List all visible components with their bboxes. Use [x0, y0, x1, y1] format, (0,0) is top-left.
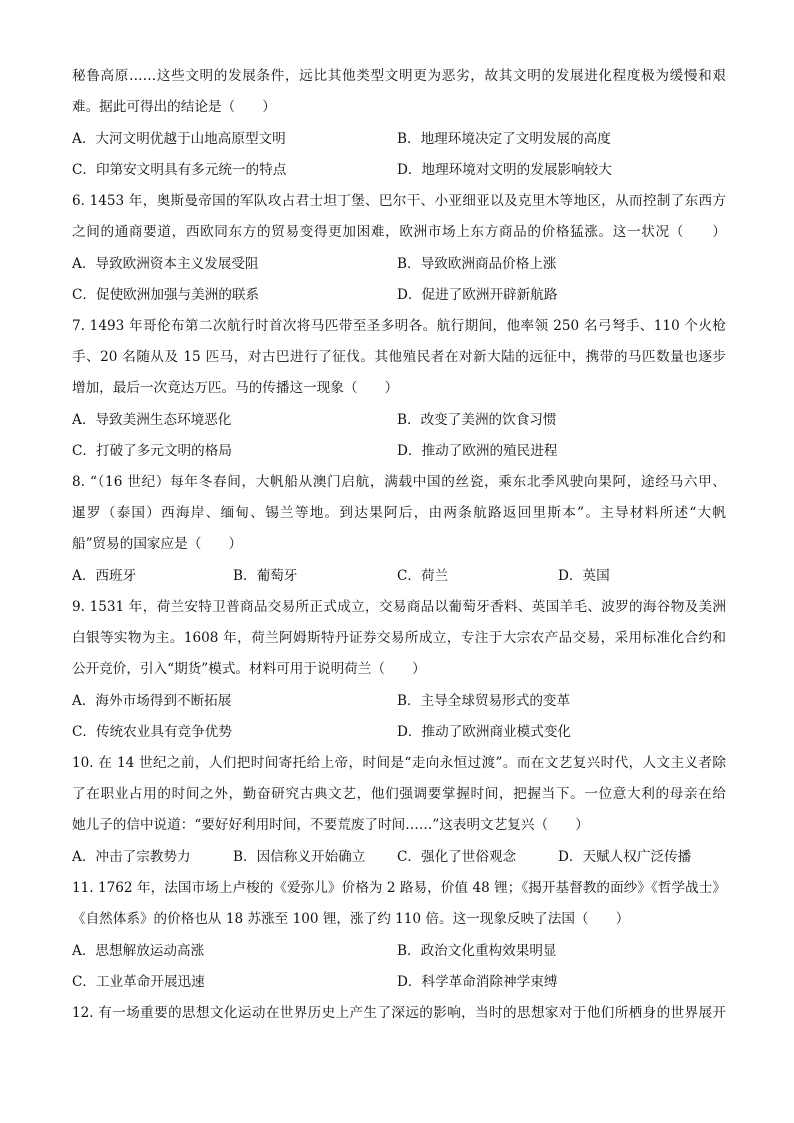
q9-option-d[interactable]: D．推动了欧洲商业模式变化 [397, 724, 572, 740]
q7-line-1: 7. 1493 年哥伦布第二次航行时首次将马匹带至圣多明各。航行期间，他率领 250 名弓弩手、110 个火枪 [72, 318, 726, 334]
q9-option-c[interactable]: C．传统农业具有竞争优势 [72, 724, 232, 740]
q8-line-3: 船”贸易的国家应是（ ） [72, 536, 243, 552]
q6-line-2: 之间的通商要道，西欧同东方的贸易变得更加困难，欧洲市场上东方商品的价格猛涨。这一状况（ ） [72, 224, 726, 240]
q11-line-2: 《自然体系》的价格也从 18 苏涨至 100 锂，涨了约 110 倍。这一现象反映了法国（ ） [72, 911, 630, 927]
q10-option-d[interactable]: D．天赋人权广泛传播 [558, 849, 692, 865]
q10-line-3: 她儿子的信中说道：“要好好利用时间，不要荒废了时间……”这表明文艺复兴（ ） [72, 817, 589, 833]
q11-line-1: 11. 1762 年，法国市场上卢梭的《爱弥儿》价格为 2 路易，价值 48 锂；《揭开基督教的面纱》《哲学战士》 [72, 880, 726, 896]
q7-line-3: 增加，最后一次竟达万匹。马的传播这一现象（ ） [72, 380, 399, 396]
q7-option-a[interactable]: A．导致美洲生态环境恶化 [72, 412, 232, 428]
q10-line-1: 10. 在 14 世纪之前，人们把时间寄托给上帝，时间是“走向永恒过渡”。而在文艺复兴时代，人文主义者除 [72, 755, 726, 771]
q5-option-b[interactable]: B．地理环境决定了文明发展的高度 [397, 131, 611, 147]
q10-option-c[interactable]: C．强化了世俗观念 [397, 849, 517, 865]
q5-line-2: 难。据此可得出的结论是（ ） [72, 99, 276, 115]
q9-option-b[interactable]: B．主导全球贸易形式的变革 [397, 693, 571, 709]
q5-option-d[interactable]: D．地理环境对文明的发展影响较大 [397, 162, 612, 178]
q9-line-1: 9. 1531 年，荷兰安特卫普商品交易所正式成立，交易商品以葡萄牙香料、英国羊毛、波罗的海谷物及美洲 [72, 599, 726, 615]
q5-option-c[interactable]: C．印第安文明具有多元统一的特点 [72, 162, 287, 178]
q6-line-1: 6. 1453 年，奥斯曼帝国的军队攻占君士坦丁堡、巴尔干、小亚细亚以及克里木等地区，从而控制了东西方 [72, 193, 726, 209]
q5-option-a[interactable]: A．大河文明优越于山地高原型文明 [72, 131, 286, 147]
q7-option-c[interactable]: C．打破了多元文明的格局 [72, 443, 232, 459]
q10-option-b[interactable]: B．因信称义开始确立 [233, 849, 366, 865]
q9-line-3: 公开竞价，引入“期货”模式。材料可用于说明荷兰（ ） [72, 661, 426, 677]
q8-option-c[interactable]: C．荷兰 [397, 568, 449, 584]
q8-line-2: 暹罗（泰国）西海岸、缅甸、锡兰等地。到达果阿后，由两条航路返回里斯本”。主导材料所述“大帆 [72, 505, 726, 521]
q12-line-1: 12. 有一场重要的思想文化运动在世界历史上产生了深远的影响，当时的思想家对于他们所栖身的世界展开 [72, 1005, 726, 1021]
q6-option-c[interactable]: C．促使欧洲加强与美洲的联系 [72, 287, 260, 303]
q6-option-d[interactable]: D．促进了欧洲开辟新航路 [397, 287, 558, 303]
q10-option-a[interactable]: A．冲击了宗教势力 [72, 849, 191, 865]
q11-option-b[interactable]: B．政治文化重构效果明显 [397, 943, 557, 959]
q9-line-2: 白银等实物为主。1608 年，荷兰阿姆斯特丹证券交易所成立，专注于大宗农产品交易，采用标准化合约和 [72, 630, 726, 646]
q7-option-d[interactable]: D．推动了欧洲的殖民进程 [397, 443, 558, 459]
q8-option-a[interactable]: A．西班牙 [72, 568, 137, 584]
q8-option-b[interactable]: B．葡萄牙 [233, 568, 298, 584]
q6-option-a[interactable]: A．导致欧洲资本主义发展受阻 [72, 256, 259, 272]
q7-line-2: 手、20 名随从及 15 匹马，对古巴进行了征伐。其他殖民者在对新大陆的远征中，携带的马匹数量也逐步 [72, 349, 726, 365]
q11-option-c[interactable]: C．工业革命开展迅速 [72, 974, 205, 990]
q11-option-a[interactable]: A．思想解放运动高涨 [72, 943, 205, 959]
q9-option-a[interactable]: A．海外市场得到不断拓展 [72, 693, 232, 709]
q8-line-1: 8. “（16 世纪）每年冬春间，大帆船从澳门启航，满载中国的丝瓷，乘东北季风驶向果阿，途经马六甲、 [72, 474, 726, 490]
q10-line-2: 了在职业占用的时间之外，勤奋研究古典文艺，他们强调要掌握时间，把握当下。一位意大利的母亲在给 [72, 786, 726, 802]
q6-option-b[interactable]: B．导致欧洲商品价格上涨 [397, 256, 557, 272]
q8-option-d[interactable]: D．英国 [558, 568, 610, 584]
q7-option-b[interactable]: B．改变了美洲的饮食习惯 [397, 412, 557, 428]
q11-option-d[interactable]: D．科学革命消除神学束缚 [397, 974, 558, 990]
q5-line-1: 秘鲁高原……这些文明的发展条件，远比其他类型文明更为恶劣，故其文明的发展进化程度极为缓慢和艰 [72, 68, 726, 84]
